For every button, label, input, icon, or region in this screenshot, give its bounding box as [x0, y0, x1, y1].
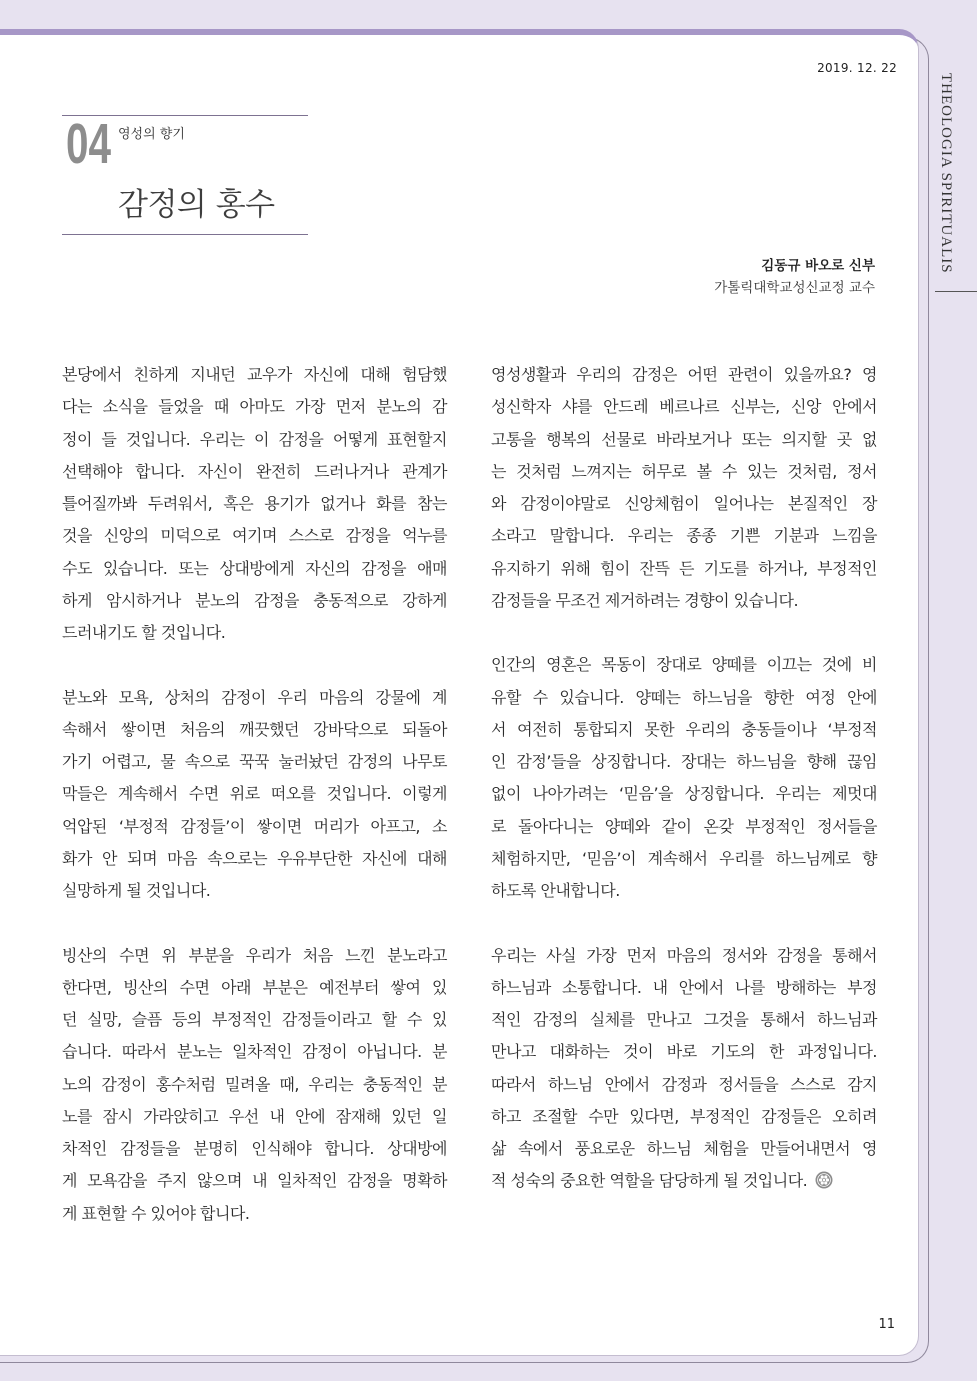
text-line-content: 소라고 말합니다. 우리는 종종 기쁜 기분과 느낌을	[491, 526, 877, 546]
article-column-right	[491, 359, 877, 1230]
text-line-content: 서 여전히 통합되지 못한 우리의 충동들이나 ‘부정적	[491, 719, 877, 739]
text-line	[62, 553, 447, 585]
text-line	[62, 875, 447, 907]
paragraph	[491, 649, 877, 907]
text-line-content: 다는 소식을 들었을 때 아마도 가장 먼저 분노의 감	[62, 397, 447, 417]
text-line	[491, 843, 877, 875]
text-line-content: 삶 속에서 풍요로운 하느님 체험을 만들어내면서 영	[491, 1139, 877, 1158]
text-line-content: 하게 암시하거나 분노의 감정을 충동적으로 강하게	[62, 590, 447, 610]
text-line	[62, 585, 447, 617]
text-line	[491, 940, 877, 972]
text-line	[491, 1133, 877, 1165]
journal-title: THEOLOGIA SPIRITUALIS	[938, 73, 954, 274]
text-line-content: 와 감정이야말로 신앙체험이 일어나는 본질적인 장	[491, 494, 877, 513]
section-number: 04	[66, 112, 112, 176]
paragraph	[491, 359, 877, 617]
text-line-content: 적 성숙의 중요한 역할을 담당하게 될 것입니다.	[491, 1171, 808, 1191]
text-line	[491, 649, 877, 681]
end-ornament-icon	[815, 1171, 833, 1189]
paragraph	[491, 940, 877, 1198]
text-line	[62, 843, 447, 875]
text-line	[491, 585, 877, 617]
text-line-content: 본당에서 친하게 지내던 교우가 자신에 대해 험담했	[62, 365, 447, 384]
journal-divider	[935, 291, 977, 292]
text-line	[62, 520, 447, 552]
text-line-content: 없이 나아가려는 ‘믿음’을 상징합니다. 우리는 제멋대	[491, 784, 877, 804]
text-line	[62, 1004, 447, 1036]
text-line	[491, 972, 877, 1004]
text-line-content: 습니다. 따라서 분노는 일차적인 감정이 아닙니다. 분	[62, 1042, 447, 1062]
text-line-content: 인간의 영혼은 목동이 장대로 양떼를 이끄는 것에 비	[491, 655, 877, 675]
text-line	[491, 682, 877, 714]
author-name: 김동규 바오로 신부	[761, 258, 875, 274]
text-line	[491, 1165, 877, 1197]
text-line-content: 화가 안 되며 마음 속으로는 우유부단한 자신에 대해	[62, 848, 447, 868]
text-line-content: 노를 잠시 가라앉히고 우선 내 안에 잠재해 있던 일	[62, 1106, 447, 1126]
text-line-content: 분노와 모욕, 상처의 감정이 우리 마음의 강물에 계	[62, 687, 447, 707]
text-line	[62, 488, 447, 520]
section-name: 영성의 향기	[118, 127, 185, 142]
text-line	[62, 811, 447, 843]
article-column-left	[62, 359, 447, 1262]
text-line	[62, 456, 447, 488]
text-line-content: 실망하게 될 것입니다.	[62, 881, 211, 900]
text-line	[491, 391, 877, 423]
text-line-content: 수도 있습니다. 또는 상대방에게 자신의 감정을 애매	[62, 558, 447, 578]
text-line-content: 하느님과 소통합니다. 내 안에서 나를 방해하는 부정	[491, 977, 877, 997]
text-line	[62, 1036, 447, 1068]
text-line-content: 고통을 행복의 선물로 바라보거나 또는 의지할 곳 없	[491, 429, 877, 449]
text-line-content: 억압된 ‘부정적 감정들’이 쌓이면 머리가 아프고, 소	[62, 816, 447, 836]
issue-date: 2019. 12. 22	[817, 61, 897, 75]
text-line	[62, 940, 447, 972]
text-line-content: 성신학자 샤를 안드레 베르나르 신부는, 신앙 안에서	[491, 397, 877, 417]
text-line	[491, 553, 877, 585]
text-line	[62, 424, 447, 456]
text-line	[491, 424, 877, 456]
text-line	[62, 682, 447, 714]
text-line	[491, 778, 877, 810]
title-bottom-divider	[62, 234, 308, 235]
text-line	[62, 1198, 447, 1230]
text-line-content: 유지하기 위해 힘이 잔뜩 든 기도를 하거나, 부정적인	[491, 558, 877, 578]
text-line	[62, 1069, 447, 1101]
text-line-content: 게 모욕감을 주지 않으며 내 일차적인 감정을 명확하	[62, 1171, 447, 1191]
text-line	[491, 714, 877, 746]
text-line-content: 따라서 하느님 안에서 감정과 정서들을 스스로 감지	[491, 1074, 877, 1094]
text-line-content: 만나고 대화하는 것이 바로 기도의 한 과정입니다.	[491, 1042, 877, 1062]
text-line	[491, 1101, 877, 1133]
text-line	[491, 811, 877, 843]
text-line	[491, 1069, 877, 1101]
text-line	[491, 520, 877, 552]
text-line-content: 로 돌아다니는 양떼와 같이 온갖 부정적인 정서들을	[491, 816, 877, 836]
paragraph	[62, 359, 447, 649]
text-line	[491, 1004, 877, 1036]
text-line	[62, 1101, 447, 1133]
text-line-content: 우리는 사실 가장 먼저 마음의 정서와 감정을 통해서	[491, 945, 877, 965]
text-line-content: 영성생활과 우리의 감정은 어떤 관련이 있을까요? 영	[491, 365, 877, 384]
text-line-content: 유할 수 있습니다. 양떼는 하느님을 향한 여정 안에	[491, 687, 877, 707]
text-line-content: 체험하지만, ‘믿음’이 계속해서 우리를 하느님께로 향	[491, 848, 877, 868]
text-line	[62, 972, 447, 1004]
text-line-content: 차적인 감정들을 분명히 인식해야 합니다. 상대방에	[62, 1139, 447, 1158]
text-line-content: 게 표현할 수 있어야 합니다.	[62, 1203, 250, 1223]
text-line	[62, 391, 447, 423]
text-line-content: 선택해야 합니다. 자신이 완전히 드러나거나 관계가	[62, 461, 447, 481]
text-line-content: 감정들을 무조건 제거하려는 경향이 있습니다.	[491, 590, 799, 610]
text-line	[62, 746, 447, 778]
text-line-content: 노의 감정이 홍수처럼 밀려올 때, 우리는 충동적인 분	[62, 1074, 447, 1094]
text-line-content: 적인 감정의 실체를 만나고 그것을 통해서 하느님과	[491, 1010, 877, 1029]
article-title: 감정의 홍수	[118, 187, 275, 223]
text-line-content: 틀어질까봐 두려워서, 혹은 용기가 없거나 화를 참는	[62, 494, 447, 513]
text-line	[491, 746, 877, 778]
text-line	[491, 1036, 877, 1068]
text-line-content: 인 감정’들을 상징합니다. 장대는 하느님을 향해 끊임	[491, 752, 877, 771]
text-line	[491, 359, 877, 391]
text-line-content: 막들은 계속해서 수면 위로 떠오를 것입니다. 이렇게	[62, 784, 447, 804]
author-affiliation: 가톨릭대학교성신교정 교수	[714, 280, 875, 296]
text-line-content: 가기 어렵고, 물 속으로 꾹꾹 눌러놨던 감정의 나무토	[62, 752, 447, 771]
text-line-content: 한다면, 빙산의 수면 아래 부분은 예전부터 쌓여 있	[62, 977, 447, 997]
text-line-content: 정이 들 것입니다. 우리는 이 감정을 어떻게 표현할지	[62, 429, 447, 449]
text-line-content: 던 실망, 슬픔 등의 부정적인 감정들이라고 할 수 있	[62, 1010, 447, 1029]
text-line	[62, 778, 447, 810]
text-line	[62, 1133, 447, 1165]
text-line-content: 속해서 쌓이면 처음의 깨끗했던 강바닥으로 되돌아	[62, 719, 447, 739]
text-line	[62, 359, 447, 391]
text-line	[62, 617, 447, 649]
paragraph	[62, 940, 447, 1230]
text-line-content: 하도록 안내합니다.	[491, 881, 620, 900]
text-line-content: 는 것처럼 느껴지는 허무로 볼 수 있는 것처럼, 정서	[491, 461, 877, 481]
text-line	[62, 714, 447, 746]
paragraph	[62, 682, 447, 908]
text-line	[491, 875, 877, 907]
page-number: 11	[878, 1317, 895, 1332]
text-line-content: 빙산의 수면 위 부분을 우리가 처음 느낀 분노라고	[62, 945, 447, 965]
text-line	[62, 1165, 447, 1197]
text-line-content: 하고 조절할 수만 있다면, 부정적인 감정들은 오히려	[491, 1106, 877, 1126]
text-line-content: 것을 신앙의 미덕으로 여기며 스스로 감정을 억누를	[62, 526, 447, 546]
text-line	[491, 456, 877, 488]
text-line	[491, 488, 877, 520]
text-line-content: 드러내기도 할 것입니다.	[62, 623, 226, 642]
